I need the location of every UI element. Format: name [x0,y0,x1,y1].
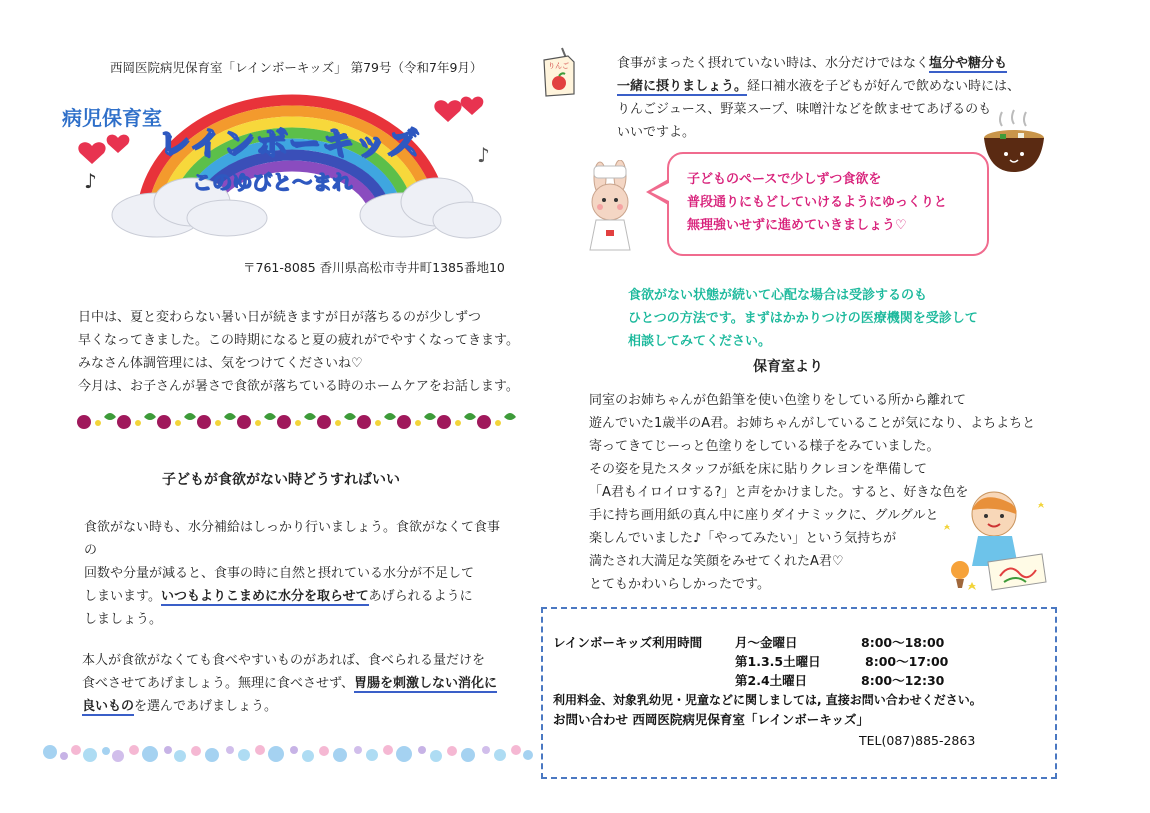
text-line: 同室のお姉ちゃんが色鉛筆を使い色塗りをしている所から離れて [589,393,967,408]
bubble-line: 普段通りにもどしていけるようにゆっくりと [687,195,947,210]
speech-bubble-tail-inner [651,182,671,202]
tel-number: TEL(087)885-2863 [859,733,976,748]
text-line: 寄ってきてじーっと色塗りをしている様子をみていました。 [589,439,940,454]
text-line [617,75,1020,98]
intro-line: みなさん体調管理には、気をつけてくださいね♡ [78,356,363,371]
berry-border [76,407,518,433]
hours-row2-time: 8:00～17:00 [865,654,949,669]
text-line: 回数や分量が減ると、食事の時に自然と摂れている水分が不足して [84,566,475,581]
consult-line: 相談してみてください。 [628,334,772,349]
hours-row1-day: 月～金曜日 [735,635,798,650]
bubble-border [40,738,535,768]
info-box [541,607,1057,779]
text-line: とてもかわいらしかったです。 [589,577,770,592]
speech-bubble [667,152,989,256]
text-line: その姿を見たスタッフが紙を床に貼りクレヨンを準備して [589,462,928,477]
text-line [84,585,500,608]
text-line: 食欲がない時も、水分補給はしっかり行いましょう。食欲がなくて食事 [84,520,501,535]
section3-title: 保育室より [753,359,823,375]
child-drawing-icon [938,486,1050,598]
consult-note [628,284,978,353]
text-line: 本人が食欲がなくても食べやすいものがあれば、食べられる量だけを [82,653,486,668]
hours-label: レインボーキッズ利用時間 [553,635,703,650]
bubble-border-graphic [40,738,535,768]
logo-subtitle: このゆびと～まれ [192,170,352,194]
juice-box-graphic [540,46,576,98]
text-line [82,695,497,718]
text-line: 手に持ち画用紙の真ん中に座りダイナミックに、グルグルと [589,508,939,523]
juice-label: りんご [548,62,569,70]
section1-title: 子どもが食欲がない時どうすればいい [162,472,400,488]
text-line: 楽しんでいました♪「やってみたい」という気持ちが [589,531,897,546]
bubble-line: 無理強いせずに進めていきましょう♡ [687,218,907,233]
text-line: いいですよ。 [617,125,696,140]
consult-line: ひとつの方法です。まずはかかりつけの医療機関を受診して [628,311,978,326]
intro-line: 日中は、夏と変わらない暑い日が続きますが日が落ちるのが少しずつ [78,310,482,325]
section2-paragraph [617,52,1020,144]
emphasis-text: 塩分や糖分も [929,56,1008,71]
intro-text [78,306,519,398]
text-line [617,52,1020,75]
text-segment: 食事がまったく摂れていない時は、水分だけではなく [617,56,930,71]
section1-paragraph1 [84,516,500,631]
emphasis-text: 一緒に摂りましょう。 [617,79,748,94]
hours-row2-day: 第1.3.5土曜日 [735,654,821,669]
text-segment: を選んであげましょう。 [134,699,278,714]
fee-line: 利用料金、対象乳幼児・児童などに関しましては, 直接お問い合わせください。 [553,693,982,707]
address: 〒761-8085 香川県高松市寺井町1385番地10 [243,260,505,275]
text-line: 「A君もイロイロする?」と声をかけました。すると、好きな色を [589,485,969,500]
text-segment: 食べさせてあげましょう。無理に食べさせず、 [82,676,354,691]
text-line [82,672,497,695]
emphasis-text: 良いもの [82,699,135,714]
juice-box-icon [540,46,576,98]
bunny-nurse-icon [578,160,644,252]
miso-soup-icon [980,108,1048,178]
text-line: りんごジュース、野菜スープ、味噌汁などを飲ませてあげるのも [617,102,992,117]
contact-line: お問い合わせ 西岡医院病児保育室「レインボーキッズ」 [553,712,869,727]
text-segment: あげられるように [368,589,473,604]
emphasis-text: いつもよりこまめに水分を取らせて [160,589,369,604]
emphasis-text: 胃腸を刺激しない消化に [353,676,497,691]
miso-soup-graphic [980,108,1048,178]
hours-row3-day: 第2.4土曜日 [735,673,808,688]
text-line: の [84,543,98,558]
hours-row3-time: 8:00～12:30 [861,673,945,688]
issue-line: 西岡医院病児保育室「レインボーキッズ」 第79号（令和7年9月） [110,60,483,75]
text-segment: しまいます。 [84,589,161,604]
child-drawing-graphic [938,486,1050,598]
section1-paragraph2 [82,649,497,718]
intro-line: 早くなってきました。この時期になると夏の疲れがでやすくなってきます。 [78,333,519,348]
text-segment: 経口補水液を子どもが好んで飲めない時には、 [747,79,1021,94]
bubble-line: 子どものペースで少しずつ食欲を [687,172,882,187]
rainbow-logo [62,80,502,240]
hours-row1-time: 8:00～18:00 [861,635,945,650]
bunny-nurse-graphic [578,160,644,252]
logo-title-main: レインボーキッズ [158,124,420,162]
intro-line: 今月は、お子さんが暑さで食欲が落ちている時のホームケアをお話します。 [78,379,519,394]
music-note-icon: ♪ [477,143,490,167]
text-line: 遊んでいた1歳半のA君。お姉ちゃんがしていることが気になり、よちよちと [589,416,1036,431]
music-note-icon: ♪ [84,169,97,193]
consult-line: 食欲がない状態が続いて心配な場合は受診するのも [628,288,928,303]
logo-title-top: 病児保育室 [62,106,162,130]
berry-border-graphic [76,407,518,433]
text-line: しましょう。 [84,612,163,627]
text-line: 満たされ大満足な笑顔をみせてくれたA君♡ [589,554,844,569]
